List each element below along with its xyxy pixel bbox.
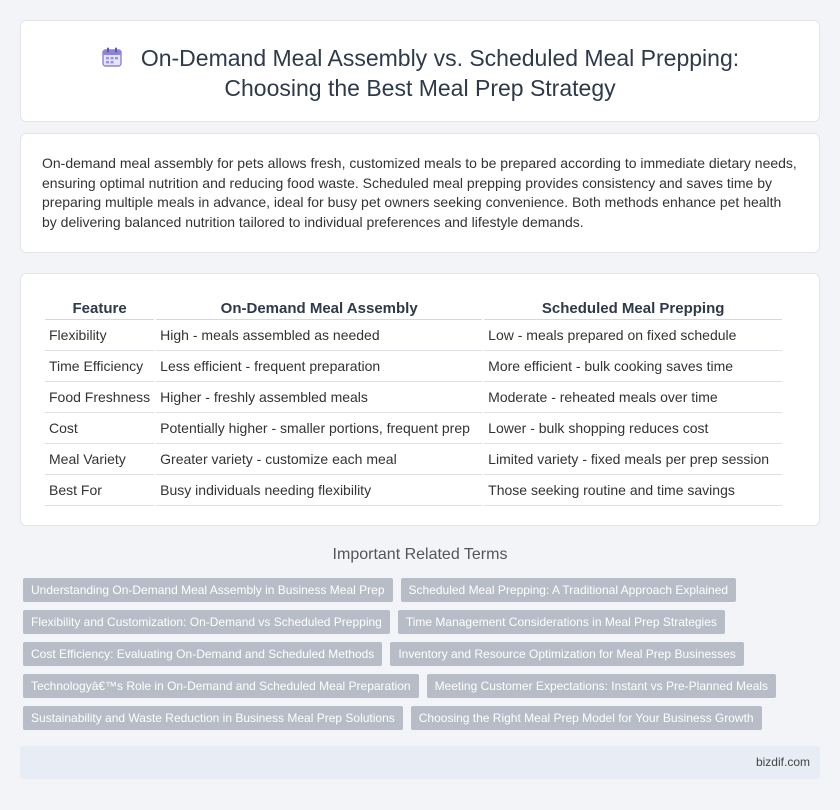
- header-feature: Feature: [45, 294, 154, 320]
- related-terms-list: [23, 578, 823, 738]
- table-cell: Food Freshness: [45, 382, 154, 413]
- header-on-demand: On-Demand Meal Assembly: [156, 294, 482, 320]
- related-term-link[interactable]: Scheduled Meal Prepping: A Traditional Approach Explained: [401, 578, 737, 602]
- footer: [20, 746, 820, 779]
- table-row: [45, 475, 782, 506]
- title-line-1: On-Demand Meal Assembly vs. Scheduled Meal Prepping:: [140, 45, 740, 71]
- related-terms-title: Important Related Terms: [332, 546, 508, 563]
- table-cell: Greater variety - customize each meal: [156, 444, 482, 475]
- table-row: [45, 382, 782, 413]
- related-term-link[interactable]: Cost Efficiency: Evaluating On-Demand and Scheduled Methods: [23, 642, 382, 666]
- table-cell: Meal Variety: [45, 444, 154, 475]
- related-term-link[interactable]: Inventory and Resource Optimization for Meal Prep Businesses: [390, 642, 744, 666]
- title-card: [20, 20, 820, 122]
- related-term-link[interactable]: Technologyâ€™s Role in On-Demand and Scheduled Meal Preparation: [23, 674, 419, 698]
- header-scheduled: Scheduled Meal Prepping: [484, 294, 782, 320]
- related-term-link[interactable]: Understanding On-Demand Meal Assembly in Business Meal Prep: [23, 578, 393, 602]
- table-cell: Lower - bulk shopping reduces cost: [484, 413, 782, 444]
- table-cell: Cost: [45, 413, 154, 444]
- related-term-link[interactable]: Choosing the Right Meal Prep Model for Your Business Growth: [411, 706, 762, 730]
- related-term-link[interactable]: Time Management Considerations in Meal Prep Strategies: [398, 610, 725, 634]
- table-row: [45, 413, 782, 444]
- table-cell: Those seeking routine and time savings: [484, 475, 782, 506]
- page-title: [21, 43, 819, 103]
- related-term-link[interactable]: Meeting Customer Expectations: Instant vs Pre-Planned Meals: [427, 674, 777, 698]
- table-cell: Time Efficiency: [45, 351, 154, 382]
- table-row: [45, 444, 782, 475]
- table-cell: Flexibility: [45, 320, 154, 351]
- table-cell: Less efficient - frequent preparation: [156, 351, 482, 382]
- intro-card: [20, 133, 820, 253]
- comparison-table: [43, 294, 784, 506]
- table-row: [45, 320, 782, 351]
- table-cell: Best For: [45, 475, 154, 506]
- table-cell: Limited variety - fixed meals per prep session: [484, 444, 782, 475]
- table-cell: Low - meals prepared on fixed schedule: [484, 320, 782, 351]
- table-cell: Potentially higher - smaller portions, frequent prep: [156, 413, 482, 444]
- footer-brand[interactable]: bizdif.com: [755, 755, 810, 769]
- title-line-2: Choosing the Best Meal Prep Strategy: [224, 75, 616, 101]
- table-cell: More efficient - bulk cooking saves time: [484, 351, 782, 382]
- related-term-link[interactable]: Sustainability and Waste Reduction in Business Meal Prep Solutions: [23, 706, 403, 730]
- intro-text: On-demand meal assembly for pets allows fresh, customized meals to be prepared according to immediate dietary needs, ensuring optimal nutrition and reducing food waste. Scheduled meal prepping provides consistency and saves time by preparing multiple meals in advance, ideal for busy pet owners seeking convenience. Both methods enhance pet health by delivering balanced nutrition tailored to individual preferences and lifestyle demands.: [42, 155, 797, 230]
- table-cell: Higher - freshly assembled meals: [156, 382, 482, 413]
- table-cell: Moderate - reheated meals over time: [484, 382, 782, 413]
- comparison-card: [20, 273, 820, 526]
- table-cell: Busy individuals needing flexibility: [156, 475, 482, 506]
- related-term-link[interactable]: Flexibility and Customization: On-Demand vs Scheduled Prepping: [23, 610, 390, 634]
- table-row: [45, 351, 782, 382]
- calendar-icon: [101, 46, 123, 68]
- table-cell: High - meals assembled as needed: [156, 320, 482, 351]
- table-header-row: [45, 294, 782, 320]
